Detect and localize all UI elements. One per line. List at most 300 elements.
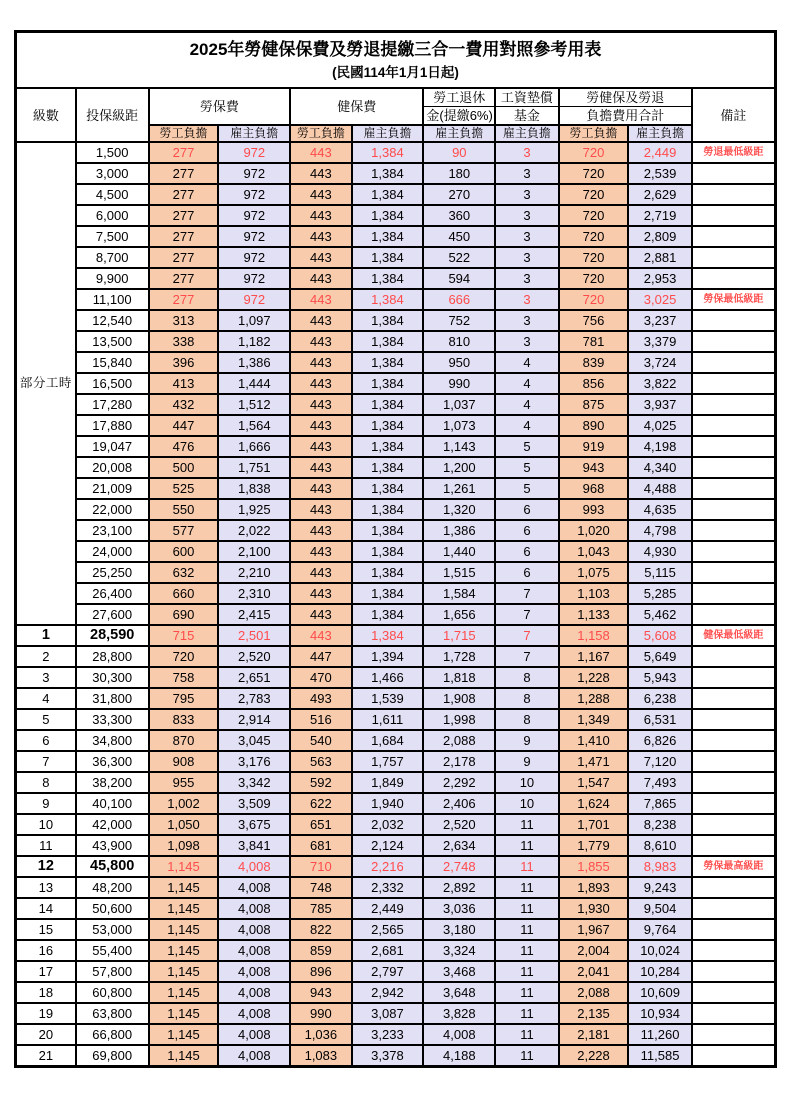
value-cell: 2,124 [352,835,424,856]
value-cell: 1,384 [352,142,424,163]
col-header-total-line1: 勞健保及勞退 [559,88,692,107]
value-cell: 1,384 [352,205,424,226]
remark-cell [692,415,776,436]
value-cell: 3,841 [218,835,290,856]
value-cell: 470 [290,667,351,688]
value-cell: 11 [495,1003,558,1024]
value-cell: 5,608 [628,625,691,646]
value-cell: 443 [290,247,351,268]
value-cell: 1,394 [352,646,424,667]
value-cell: 11 [495,1024,558,1045]
bracket-cell: 8,700 [76,247,149,268]
value-cell: 5,943 [628,667,691,688]
value-cell: 493 [290,688,351,709]
remark-cell [692,1045,776,1067]
value-cell: 7 [495,625,558,646]
bracket-cell: 17,280 [76,394,149,415]
value-cell: 756 [559,310,629,331]
bracket-cell: 13,500 [76,331,149,352]
bracket-cell: 33,300 [76,709,149,730]
value-cell: 810 [423,331,495,352]
value-cell: 890 [559,415,629,436]
value-cell: 1,145 [149,1024,219,1045]
remark-cell [692,436,776,457]
value-cell: 3 [495,226,558,247]
remark-cell [692,835,776,856]
value-cell: 2,004 [559,940,629,961]
value-cell: 9,243 [628,877,691,898]
value-cell: 3,233 [352,1024,424,1045]
table-row [16,310,776,331]
value-cell: 3,087 [352,1003,424,1024]
remark-cell [692,394,776,415]
value-cell: 443 [290,520,351,541]
value-cell: 443 [290,499,351,520]
value-cell: 1,384 [352,289,424,310]
value-cell: 1,145 [149,898,219,919]
value-cell: 1,050 [149,814,219,835]
value-cell: 396 [149,352,219,373]
table-row [16,709,776,730]
bracket-cell: 7,500 [76,226,149,247]
value-cell: 622 [290,793,351,814]
value-cell: 11,585 [628,1045,691,1067]
value-cell: 943 [559,457,629,478]
col-header-pension-line1: 勞工退休 [423,88,495,107]
value-cell: 2,216 [352,856,424,877]
col-header-level: 級數 [16,88,76,142]
value-cell: 822 [290,919,351,940]
value-cell: 1,320 [423,499,495,520]
value-cell: 3,648 [423,982,495,1003]
remark-cell [692,163,776,184]
value-cell: 443 [290,541,351,562]
subheader-total-employee: 勞工負擔 [559,125,629,142]
level-cell: 9 [16,793,76,814]
value-cell: 8,610 [628,835,691,856]
value-cell: 6,238 [628,688,691,709]
value-cell: 10,024 [628,940,691,961]
value-cell: 4,340 [628,457,691,478]
level-cell: 6 [16,730,76,751]
value-cell: 450 [423,226,495,247]
value-cell: 6,826 [628,730,691,751]
value-cell: 720 [559,163,629,184]
value-cell: 3 [495,184,558,205]
value-cell: 4,008 [218,1024,290,1045]
col-header-bracket: 投保級距 [76,88,149,142]
value-cell: 660 [149,583,219,604]
value-cell: 1,386 [218,352,290,373]
remark-cell [692,226,776,247]
value-cell: 4,008 [218,919,290,940]
value-cell: 2,406 [423,793,495,814]
value-cell: 1,539 [352,688,424,709]
value-cell: 6,531 [628,709,691,730]
value-cell: 1,043 [559,541,629,562]
value-cell: 11 [495,982,558,1003]
value-cell: 752 [423,310,495,331]
value-cell: 600 [149,541,219,562]
remark-cell [692,520,776,541]
table-row [16,499,776,520]
value-cell: 2,629 [628,184,691,205]
remark-cell [692,457,776,478]
value-cell: 8 [495,688,558,709]
value-cell: 3 [495,268,558,289]
value-cell: 3,675 [218,814,290,835]
value-cell: 1,020 [559,520,629,541]
header-row-1 [16,88,776,107]
value-cell: 2,520 [423,814,495,835]
remark-cell [692,982,776,1003]
value-cell: 1,083 [290,1045,351,1067]
value-cell: 1,666 [218,436,290,457]
value-cell: 795 [149,688,219,709]
level-cell: 17 [16,961,76,982]
level-cell: 2 [16,646,76,667]
value-cell: 2,892 [423,877,495,898]
value-cell: 1,384 [352,604,424,625]
value-cell: 443 [290,583,351,604]
value-cell: 943 [290,982,351,1003]
remark-cell [692,268,776,289]
value-cell: 6 [495,541,558,562]
title-cell [16,32,776,89]
remark-cell [692,688,776,709]
value-cell: 2,748 [423,856,495,877]
table-row [16,478,776,499]
bracket-cell: 28,590 [76,625,149,646]
value-cell: 443 [290,142,351,163]
remark-cell [692,205,776,226]
value-cell: 993 [559,499,629,520]
value-cell: 1,386 [423,520,495,541]
value-cell: 720 [559,268,629,289]
value-cell: 1,098 [149,835,219,856]
value-cell: 7,865 [628,793,691,814]
value-cell: 3 [495,163,558,184]
value-cell: 2,881 [628,247,691,268]
value-cell: 443 [290,478,351,499]
table-row [16,646,776,667]
value-cell: 1,584 [423,583,495,604]
table-row [16,877,776,898]
table-row [16,982,776,1003]
value-cell: 8,983 [628,856,691,877]
value-cell: 277 [149,184,219,205]
value-cell: 1,384 [352,625,424,646]
value-cell: 715 [149,625,219,646]
value-cell: 443 [290,604,351,625]
value-cell: 1,410 [559,730,629,751]
value-cell: 1,908 [423,688,495,709]
value-cell: 6 [495,520,558,541]
value-cell: 1,145 [149,877,219,898]
value-cell: 2,783 [218,688,290,709]
value-cell: 666 [423,289,495,310]
value-cell: 720 [559,184,629,205]
value-cell: 5 [495,457,558,478]
value-cell: 972 [218,163,290,184]
bracket-cell: 16,500 [76,373,149,394]
value-cell: 1,384 [352,394,424,415]
value-cell: 443 [290,562,351,583]
value-cell: 2,634 [423,835,495,856]
subheader-labor-employee: 勞工負擔 [149,125,219,142]
value-cell: 1,158 [559,625,629,646]
value-cell: 8,238 [628,814,691,835]
table-row [16,604,776,625]
value-cell: 90 [423,142,495,163]
value-cell: 413 [149,373,219,394]
value-cell: 11 [495,877,558,898]
value-cell: 1,564 [218,415,290,436]
bracket-cell: 55,400 [76,940,149,961]
value-cell: 1,715 [423,625,495,646]
value-cell: 1,103 [559,583,629,604]
value-cell: 563 [290,751,351,772]
value-cell: 3,378 [352,1045,424,1067]
value-cell: 525 [149,478,219,499]
value-cell: 516 [290,709,351,730]
value-cell: 2,449 [352,898,424,919]
value-cell: 443 [290,163,351,184]
value-cell: 1,384 [352,331,424,352]
value-cell: 443 [290,205,351,226]
remark-cell [692,709,776,730]
table-row [16,730,776,751]
value-cell: 4,008 [218,856,290,877]
value-cell: 651 [290,814,351,835]
value-cell: 1,002 [149,793,219,814]
value-cell: 2,415 [218,604,290,625]
value-cell: 1,547 [559,772,629,793]
table-row [16,457,776,478]
level-cell: 5 [16,709,76,730]
value-cell: 1,701 [559,814,629,835]
value-cell: 3,176 [218,751,290,772]
value-cell: 5 [495,436,558,457]
value-cell: 180 [423,163,495,184]
bracket-cell: 48,200 [76,877,149,898]
value-cell: 1,145 [149,1045,219,1067]
value-cell: 2,100 [218,541,290,562]
table-row [16,394,776,415]
value-cell: 4,008 [218,1045,290,1067]
bracket-cell: 19,047 [76,436,149,457]
level-cell: 20 [16,1024,76,1045]
value-cell: 972 [218,226,290,247]
table-row [16,625,776,646]
value-cell: 785 [290,898,351,919]
value-cell: 1,940 [352,793,424,814]
value-cell: 1,384 [352,541,424,562]
part-time-cell: 部分工時 [16,142,76,625]
bracket-cell: 21,009 [76,478,149,499]
value-cell: 1,998 [423,709,495,730]
value-cell: 1,200 [423,457,495,478]
value-cell: 6 [495,562,558,583]
value-cell: 3 [495,142,558,163]
value-cell: 2,797 [352,961,424,982]
level-cell: 19 [16,1003,76,1024]
bracket-cell: 15,840 [76,352,149,373]
value-cell: 2,651 [218,667,290,688]
value-cell: 10,934 [628,1003,691,1024]
value-cell: 443 [290,394,351,415]
remark-cell [692,184,776,205]
bracket-cell: 17,880 [76,415,149,436]
table-row [16,1003,776,1024]
value-cell: 277 [149,163,219,184]
bracket-cell: 9,900 [76,268,149,289]
table-row [16,184,776,205]
value-cell: 4,188 [423,1045,495,1067]
value-cell: 2,310 [218,583,290,604]
value-cell: 1,384 [352,352,424,373]
bracket-cell: 57,800 [76,961,149,982]
value-cell: 4,635 [628,499,691,520]
table-row [16,289,776,310]
value-cell: 4,025 [628,415,691,436]
value-cell: 1,440 [423,541,495,562]
value-cell: 277 [149,289,219,310]
value-cell: 870 [149,730,219,751]
table-row [16,268,776,289]
value-cell: 1,097 [218,310,290,331]
value-cell: 3,937 [628,394,691,415]
table-row [16,940,776,961]
value-cell: 1,384 [352,499,424,520]
value-cell: 1,384 [352,478,424,499]
value-cell: 896 [290,961,351,982]
value-cell: 758 [149,667,219,688]
value-cell: 4,930 [628,541,691,562]
bracket-cell: 40,100 [76,793,149,814]
remark-cell [692,562,776,583]
value-cell: 7,120 [628,751,691,772]
value-cell: 1,145 [149,856,219,877]
value-cell: 11 [495,919,558,940]
table-row [16,1024,776,1045]
value-cell: 11 [495,835,558,856]
remark-cell [692,751,776,772]
value-cell: 2,178 [423,751,495,772]
value-cell: 1,757 [352,751,424,772]
value-cell: 3,180 [423,919,495,940]
level-cell: 18 [16,982,76,1003]
table-body [16,142,776,1067]
value-cell: 7 [495,646,558,667]
value-cell: 443 [290,331,351,352]
value-cell: 1,036 [290,1024,351,1045]
value-cell: 1,384 [352,415,424,436]
value-cell: 3,025 [628,289,691,310]
value-cell: 10 [495,772,558,793]
value-cell: 2,942 [352,982,424,1003]
value-cell: 1,384 [352,562,424,583]
value-cell: 3 [495,289,558,310]
value-cell: 1,133 [559,604,629,625]
col-header-pension-line2: 金(提繳6%) [423,107,495,126]
table-row [16,751,776,772]
remark-cell: 勞退最低級距 [692,142,776,163]
remark-cell [692,541,776,562]
value-cell: 443 [290,457,351,478]
value-cell: 443 [290,289,351,310]
value-cell: 3,237 [628,310,691,331]
table-row [16,1045,776,1067]
value-cell: 2,228 [559,1045,629,1067]
value-cell: 2,501 [218,625,290,646]
table-row [16,835,776,856]
value-cell: 277 [149,205,219,226]
value-cell: 4,008 [218,877,290,898]
value-cell: 955 [149,772,219,793]
value-cell: 990 [423,373,495,394]
table-row [16,667,776,688]
value-cell: 4 [495,394,558,415]
value-cell: 1,145 [149,1003,219,1024]
value-cell: 1,384 [352,268,424,289]
value-cell: 1,384 [352,373,424,394]
value-cell: 3,045 [218,730,290,751]
table-row [16,583,776,604]
value-cell: 1,444 [218,373,290,394]
value-cell: 1,466 [352,667,424,688]
value-cell: 1,037 [423,394,495,415]
value-cell: 1,384 [352,247,424,268]
remark-cell [692,667,776,688]
value-cell: 839 [559,352,629,373]
value-cell: 2,719 [628,205,691,226]
remark-cell [692,730,776,751]
value-cell: 7 [495,583,558,604]
value-cell: 11 [495,898,558,919]
value-cell: 277 [149,142,219,163]
value-cell: 1,855 [559,856,629,877]
value-cell: 1,182 [218,331,290,352]
subheader-total-employer: 雇主負擔 [628,125,691,142]
bracket-cell: 53,000 [76,919,149,940]
bracket-cell: 43,900 [76,835,149,856]
bracket-cell: 38,200 [76,772,149,793]
value-cell: 2,449 [628,142,691,163]
bracket-cell: 25,250 [76,562,149,583]
value-cell: 4 [495,373,558,394]
value-cell: 11 [495,814,558,835]
col-header-health-insurance: 健保費 [290,88,423,125]
value-cell: 1,145 [149,982,219,1003]
value-cell: 592 [290,772,351,793]
col-header-wage-fund-line2: 基金 [495,107,558,126]
value-cell: 1,384 [352,583,424,604]
bracket-cell: 36,300 [76,751,149,772]
page-subtitle: (民國114年1月1日起) [332,65,459,80]
value-cell: 1,656 [423,604,495,625]
value-cell: 2,539 [628,163,691,184]
col-header-remark: 備註 [692,88,776,142]
bracket-cell: 63,800 [76,1003,149,1024]
subheader-pension-employer: 雇主負擔 [423,125,495,142]
value-cell: 3 [495,247,558,268]
remark-cell [692,898,776,919]
value-cell: 1,925 [218,499,290,520]
remark-cell [692,373,776,394]
remark-cell [692,583,776,604]
table-row [16,961,776,982]
